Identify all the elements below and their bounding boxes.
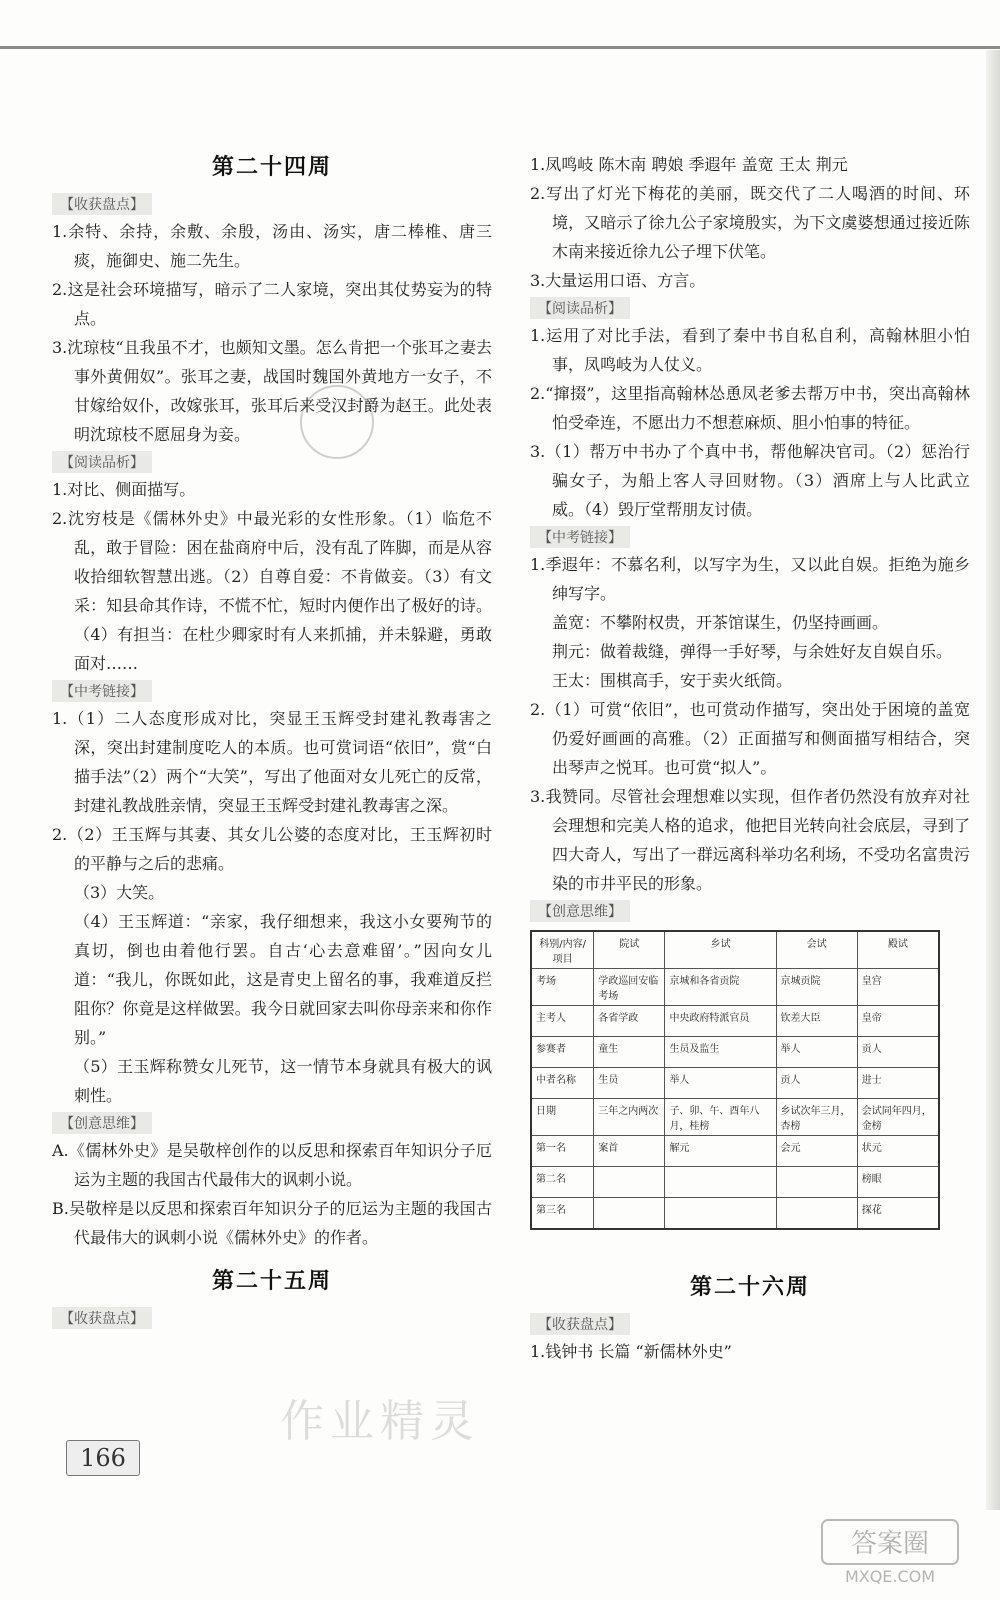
table-cell: 参赛者 [531, 1037, 594, 1068]
answer-sub-item: 盖宽：不攀附权贵，开茶馆谋生，仍坚持画画。 [552, 613, 889, 632]
section-exam-link: 【中考链接】 [52, 680, 152, 702]
table-cell: 解元 [665, 1136, 776, 1167]
answer-sub-item: 王太：围棋高手，安于卖火纸筒。 [552, 671, 793, 690]
table-row [531, 1167, 939, 1198]
table-row [531, 1037, 939, 1068]
answer-item: 1.季遐年：不慕名利，以写字为生，又以此自娱。拒绝为施乡绅写字。 [530, 555, 970, 603]
table-cell: 钦差大臣 [776, 1006, 857, 1037]
page-number: 166 [66, 1440, 140, 1476]
answer-item: 1.运用了对比手法，看到了秦中书自私自利，高翰林胆小怕事，凤鸣岐为人仗义。 [530, 326, 970, 374]
table-cell: 第二名 [531, 1167, 594, 1198]
table-cell: 中央政府特派官员 [665, 1006, 776, 1037]
answer-item: B.吴敬梓是以反思和探索百年知识分子的厄运为主题的我国古代最伟大的讽刺小说《儒林外史》的作者。 [52, 1199, 492, 1247]
table-cell: 第三名 [531, 1198, 594, 1230]
table-cell: 第一名 [531, 1136, 594, 1167]
table-header-cell: 院试 [594, 931, 665, 969]
answer-item: 1.对比、侧面描写。 [52, 480, 196, 499]
table-cell: 中者名称 [531, 1068, 594, 1099]
table-header-row [531, 931, 939, 969]
answer-item: 2.写出了灯光下梅花的美丽，既交代了二人喝酒的时间、环境，又暗示了徐九公子家境殷实，为下文虞婆想通过接近陈木南来接近徐九公子埋下伏笔。 [530, 184, 970, 261]
answer-item: 3.沈琼枝“且我虽不才，也颇知文墨。怎么肯把一个张耳之妻去事外黄佣奴”。张耳之妻，战国时魏国外黄地方一女子，不甘嫁给奴仆，改嫁张耳，张耳后来受汉封爵为赵王。此处表明沈琼枝不愿屈身为妾。 [52, 338, 492, 444]
table-cell: 考场 [531, 969, 594, 1006]
table-cell: 皇宫 [857, 969, 939, 1006]
table-cell: 子、卯、午、酉年八月，桂榜 [665, 1099, 776, 1136]
table-cell [665, 1198, 776, 1230]
section-exam-link: 【中考链接】 [530, 526, 630, 548]
table-cell: 京城贡院 [776, 969, 857, 1006]
answer-item: 2.这是社会环境描写，暗示了二人家境，突出其仗势妄为的特点。 [52, 280, 492, 328]
logo-text: 答案圈 [850, 1529, 930, 1559]
answer-sub-item: 荆元：做着裁缝，弹得一手好琴，与余姓好友自娱自乐。 [552, 642, 953, 661]
section-reading: 【阅读品析】 [530, 297, 630, 319]
week-24-title: 第二十四周 [211, 154, 332, 180]
answer-item: 1.凤鸣岐 陈木南 聘娘 季遐年 盖宽 王太 荆元 [530, 155, 848, 174]
right-column [530, 150, 970, 1366]
table-cell [776, 1198, 857, 1230]
section-harvest: 【收获盘点】 [52, 1307, 152, 1329]
site-logo-icon [820, 1518, 960, 1588]
answer-item: 2.沈穷枝是《儒林外史》中最光彩的女性形象。（1）临危不乱，敢于冒险：困在盐商府中后，没有乱了阵脚，而是从容收拾细软智慧出逃。（2）自尊自爱：不肯做妾。（3）有文采：知县命其作诗，不慌不忙，短时内便作出了极好的诗。（4）有担当：在杜少卿家时有人来抓捕，并未躲避，勇敢面对…… [52, 509, 492, 673]
answer-sub-item: （5）王玉辉称赞女儿死节，这一情节本身就具有极大的讽刺性。 [74, 1057, 492, 1105]
section-harvest: 【收获盘点】 [52, 193, 152, 215]
table-cell: 日期 [531, 1099, 594, 1136]
table-row [531, 1136, 939, 1167]
table-row [531, 1068, 939, 1099]
answer-item: 1.（1）二人态度形成对比，突显王玉辉受封建礼教毒害之深，突出封建制度吃人的本质。也可赏词语“依旧”，赏“白描手法”（2）两个“大笑”，写出了他面对女儿死亡的反常，封建礼教战胜亲情，突显王玉辉受封建礼教毒害之深。 [52, 709, 492, 815]
answer-item: 1.余特、余持，余敷、余殷，汤由、汤实，唐二棒椎、唐三痰，施御史、施二先生。 [52, 222, 492, 270]
answer-item: 3.（1）帮万中书办了个真中书，帮他解决官司。（2）惩治行骗女子，为船上客人寻回财物。（3）酒席上与人比武立威。（4）毁厅堂帮朋友讨债。 [530, 442, 970, 519]
table-header-cell: 乡试 [665, 931, 776, 969]
table-cell: 皇帝 [857, 1006, 939, 1037]
table-cell: 童生 [594, 1037, 665, 1068]
table-cell [665, 1167, 776, 1198]
table-cell [594, 1167, 665, 1198]
table-row [531, 1006, 939, 1037]
table-cell: 生员及监生 [665, 1037, 776, 1068]
week-25-title: 第二十五周 [211, 1268, 332, 1294]
section-reading: 【阅读品析】 [52, 451, 152, 473]
answer-item: A.《儒林外史》是吴敬梓创作的以反思和探索百年知识分子厄运为主题的我国古代最伟大的讽刺小说。 [52, 1141, 492, 1189]
left-column [52, 150, 492, 1331]
logo-url: MXQE.COM [844, 1567, 936, 1586]
answer-sub-item: （4）王玉辉道：“亲家，我仔细想来，我这小女要殉节的真切，倒也由着他行罢。自古‘心去意难留’。”因向女儿道：“我儿，你既如此，这是青史上留名的事，我难道反拦阻你？你竟是这样做罢。我今日就回家去叫你母亲来和你作别。” [74, 912, 492, 1047]
table-header-cell: 科别/内容/项目 [531, 931, 594, 969]
table-cell: 主考人 [531, 1006, 594, 1037]
answer-sub-item: （3）大笑。 [74, 883, 165, 902]
answer-item: 2.“撺掇”，这里指高翰林怂恿凤老爹去帮万中书，突出高翰林怕受牵连，不愿出力不想惹麻烦、胆小怕事的特征。 [530, 384, 970, 432]
watermark-text: 作业精灵 [280, 1396, 480, 1447]
table-cell: 榜眼 [857, 1167, 939, 1198]
table-cell: 各省学政 [594, 1006, 665, 1037]
table-cell: 贡人 [857, 1037, 939, 1068]
table-row [531, 1099, 939, 1136]
answer-item: 2.（2）王玉辉与其妻、其女儿公婆的态度对比，王玉辉初时的平静与之后的悲痛。 [52, 825, 492, 873]
table-cell: 学政巡回安临考场 [594, 969, 665, 1006]
table-cell [776, 1167, 857, 1198]
answer-item: 3.我赞同。尽管社会理想难以实现，但作者仍然没有放弃对社会理想和完美人格的追求，他把目光转向社会底层，寻到了四大奇人，写出了一群远离科举功名利场，不受功名富贵污染的市井平民的形象。 [530, 787, 970, 893]
section-creative: 【创意思维】 [52, 1112, 152, 1134]
table-cell: 举人 [665, 1068, 776, 1099]
table-cell: 案首 [594, 1136, 665, 1167]
table-cell: 状元 [857, 1136, 939, 1167]
table-cell: 乡试次年三月，杏榜 [776, 1099, 857, 1136]
section-harvest: 【收获盘点】 [530, 1313, 630, 1335]
table-cell: 会试同年四月，金榜 [857, 1099, 939, 1136]
table-row [531, 969, 939, 1006]
page-top-edge [0, 46, 1000, 49]
section-creative: 【创意思维】 [530, 900, 630, 922]
table-header-cell: 殿试 [857, 931, 939, 969]
week-26-title: 第二十六周 [689, 1274, 810, 1300]
table-cell [594, 1198, 665, 1230]
table-cell: 进士 [857, 1068, 939, 1099]
table-row [531, 1198, 939, 1230]
page-right-edge [986, 50, 1000, 1510]
table-cell: 三年之内两次 [594, 1099, 665, 1136]
table-cell: 生员 [594, 1068, 665, 1099]
table-cell: 举人 [776, 1037, 857, 1068]
answer-item: 2.（1）可赏“依旧”，也可赏动作描写，突出处于困境的盖宽仍爱好画画的高雅。（2）正面描写和侧面描写相结合，突出琴声之悦耳。也可赏“拟人”。 [530, 700, 970, 777]
table-cell: 探花 [857, 1198, 939, 1230]
table-cell: 贡人 [776, 1068, 857, 1099]
answer-item: 1.钱钟书 长篇 “新儒林外史” [530, 1342, 732, 1361]
answer-item: 3.大量运用口语、方言。 [530, 271, 706, 290]
table-header-cell: 会试 [776, 931, 857, 969]
exam-system-table [530, 930, 940, 1230]
table-cell: 会元 [776, 1136, 857, 1167]
table-cell: 京城和各省贡院 [665, 969, 776, 1006]
